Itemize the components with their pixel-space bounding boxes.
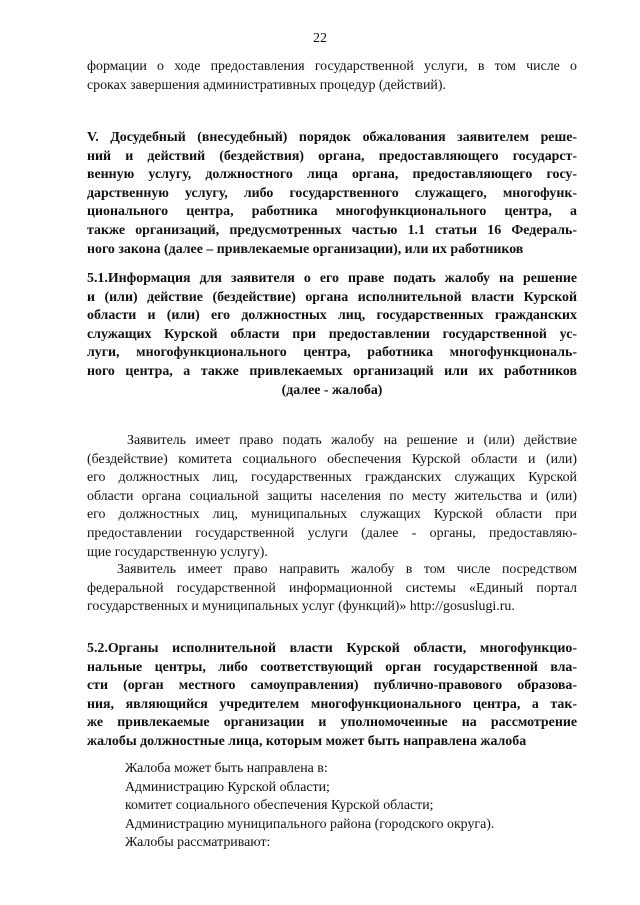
heading-line: области и (или) его должностных лиц, государственных гражданских	[87, 308, 577, 324]
intro-paragraph	[87, 58, 577, 95]
heading-line: жалобы должностные лица, которым может быть направлена жалоба	[87, 733, 527, 749]
list-item: Жалоба может быть направлена в:	[125, 761, 328, 776]
section-v-heading	[87, 129, 577, 259]
heading-line: (далее - жалоба)	[281, 382, 383, 398]
text-line: Заявитель имеет право направить жалобу в том числе посредством	[117, 562, 577, 577]
list-item: Администрацию муниципального района (городского округа).	[125, 816, 495, 832]
heading-line: ционального центра, работника многофункционального центра, а	[87, 204, 577, 220]
text-line: щие государственную услугу).	[87, 544, 268, 560]
heading-line: и (или) действие (бездействие) органа исполнительной власти Курской	[87, 289, 577, 305]
heading-line: также организаций, предусмотренных частью 1.1 статьи 16 Федераль-	[87, 222, 577, 238]
heading-line: сти (орган местного самоуправления) публично-правового образова-	[87, 678, 577, 694]
text-line: его должностных лиц, государственных гражданских служащих Курской	[87, 470, 577, 486]
heading-line: ния, являющийся учредителем многофункционального центра, а так-	[87, 696, 577, 712]
heading-line: дарственную услугу, либо государственного служащего, многофунк-	[87, 185, 577, 201]
heading-line: ний и действий (бездействия) органа, предоставляющего государст-	[87, 148, 577, 164]
heading-line: 5.2.Органы исполнительной власти Курской области, многофункцио-	[87, 641, 577, 656]
text-line: его должностных лиц, муниципальных служащих Курской области при	[87, 507, 577, 523]
heading-line: 5.1.Информация для заявителя о его праве подать жалобу на решение	[87, 271, 577, 286]
heading-line: венную услугу, должностного лица органа, предоставляющего госу-	[87, 167, 577, 183]
heading-line: нальные центры, либо соответствующий орган государственной вла-	[87, 659, 577, 675]
text-line: (бездействие) комитета социального обеспечения Курской области и (или)	[87, 451, 577, 467]
text-line: Заявитель имеет право подать жалобу на решение и (или) действие	[127, 433, 577, 448]
list-item: Администрацию Курской области;	[125, 779, 330, 795]
section-5-1-heading	[87, 270, 577, 400]
text-line: формации о ходе предоставления государственной услуги, в том числе о	[87, 59, 577, 74]
list-item: Жалобы рассматривают:	[125, 835, 271, 851]
text-line: федеральной государственной информационной системы «Единый портал	[87, 580, 577, 596]
text-line: сроках завершения административных процедур (действий).	[87, 77, 446, 93]
paragraph-right-to-complain	[87, 432, 577, 562]
heading-line: ного центра, а также привлекаемых организаций или их работников	[87, 363, 577, 379]
complaint-recipients-list	[125, 760, 577, 853]
text-line: области органа социальной защиты населения по месту жительства и (или)	[87, 488, 577, 504]
section-5-2-heading	[87, 640, 577, 752]
heading-line: же привлекаемые организации и уполномоченные на рассмотрение	[87, 715, 577, 731]
heading-line: V. Досудебный (внесудебный) порядок обжалования заявителем реше-	[87, 130, 577, 145]
page-number: 22	[313, 31, 327, 46]
heading-line: ного закона (далее – привлекаемые организации), или их работников	[87, 241, 524, 257]
text-line: предоставлении государственной услуги (далее - органы, предоставляю-	[87, 525, 577, 541]
heading-line: служащих Курской области при предоставлении государственной ус-	[87, 326, 577, 342]
paragraph-portal	[87, 561, 577, 617]
heading-line: луги, многофункционального центра, работника многофункциональ-	[87, 345, 577, 361]
list-item: комитет социального обеспечения Курской области;	[125, 798, 434, 814]
text-line: государственных и муниципальных услуг (функций)» http://gosuslugi.ru.	[87, 599, 515, 615]
